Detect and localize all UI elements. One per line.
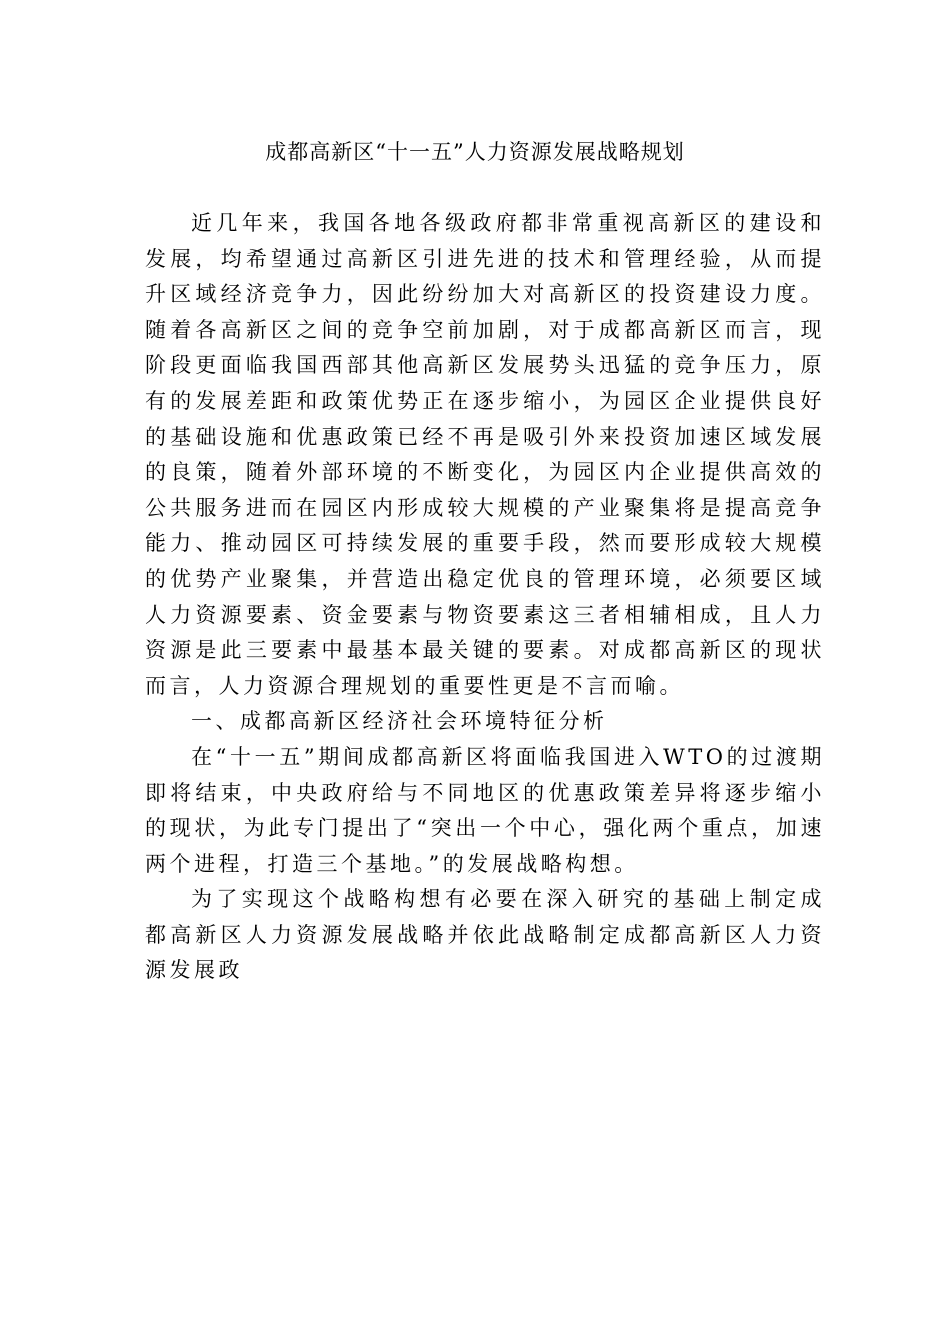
section-heading: 一、成都高新区经济社会环境特征分析	[191, 709, 608, 734]
paragraph-wto: 在“十一五”期间成都高新区将面临我国进入WTO的过渡期即将结束，中央政府给与不同地区的优惠政策差异将逐步缩小的现状，为此专门提出了“突出一个中心，强化两个重点，加速两个进程，打造三个基地。”的发展战略构想。	[145, 744, 825, 876]
document-body	[145, 206, 825, 989]
paragraph-strategy: 为了实现这个战略构想有必要在深入研究的基础上制定成都高新区人力资源发展战略并依此战略制定成都高新区人力资源发展政	[145, 887, 825, 983]
paragraph-intro: 近几年来，我国各地各级政府都非常重视高新区的建设和发展，均希望通过高新区引进先进的技术和管理经验，从而提升区域经济竞争力，因此纷纷加大对高新区的投资建设力度。随着各高新区之间的竞争空前加剧，对于成都高新区而言，现阶段更面临我国西部其他高新区发展势头迅猛的竞争压力，原有的发展差距和政策优势正在逐步缩小，为园区企业提供良好的基础设施和优惠政策已经不再是吸引外来投资加速区域发展的良策，随着外部环境的不断变化，为园区内企业提供高效的公共服务进而在园区内形成较大规模的产业聚集将是提高竞争能力、推动园区可持续发展的重要手段，然而要形成较大规模的优势产业聚集，并营造出稳定优良的管理环境，必须要区域人力资源要素、资金要素与物资要素这三者相辅相成，且人力资源是此三要素中最基本最关键的要素。对成都高新区的现状而言，人力资源合理规划的重要性更是不言而喻。	[145, 211, 825, 698]
document-title: 成都高新区“十一五”人力资源发展战略规划	[265, 140, 685, 164]
